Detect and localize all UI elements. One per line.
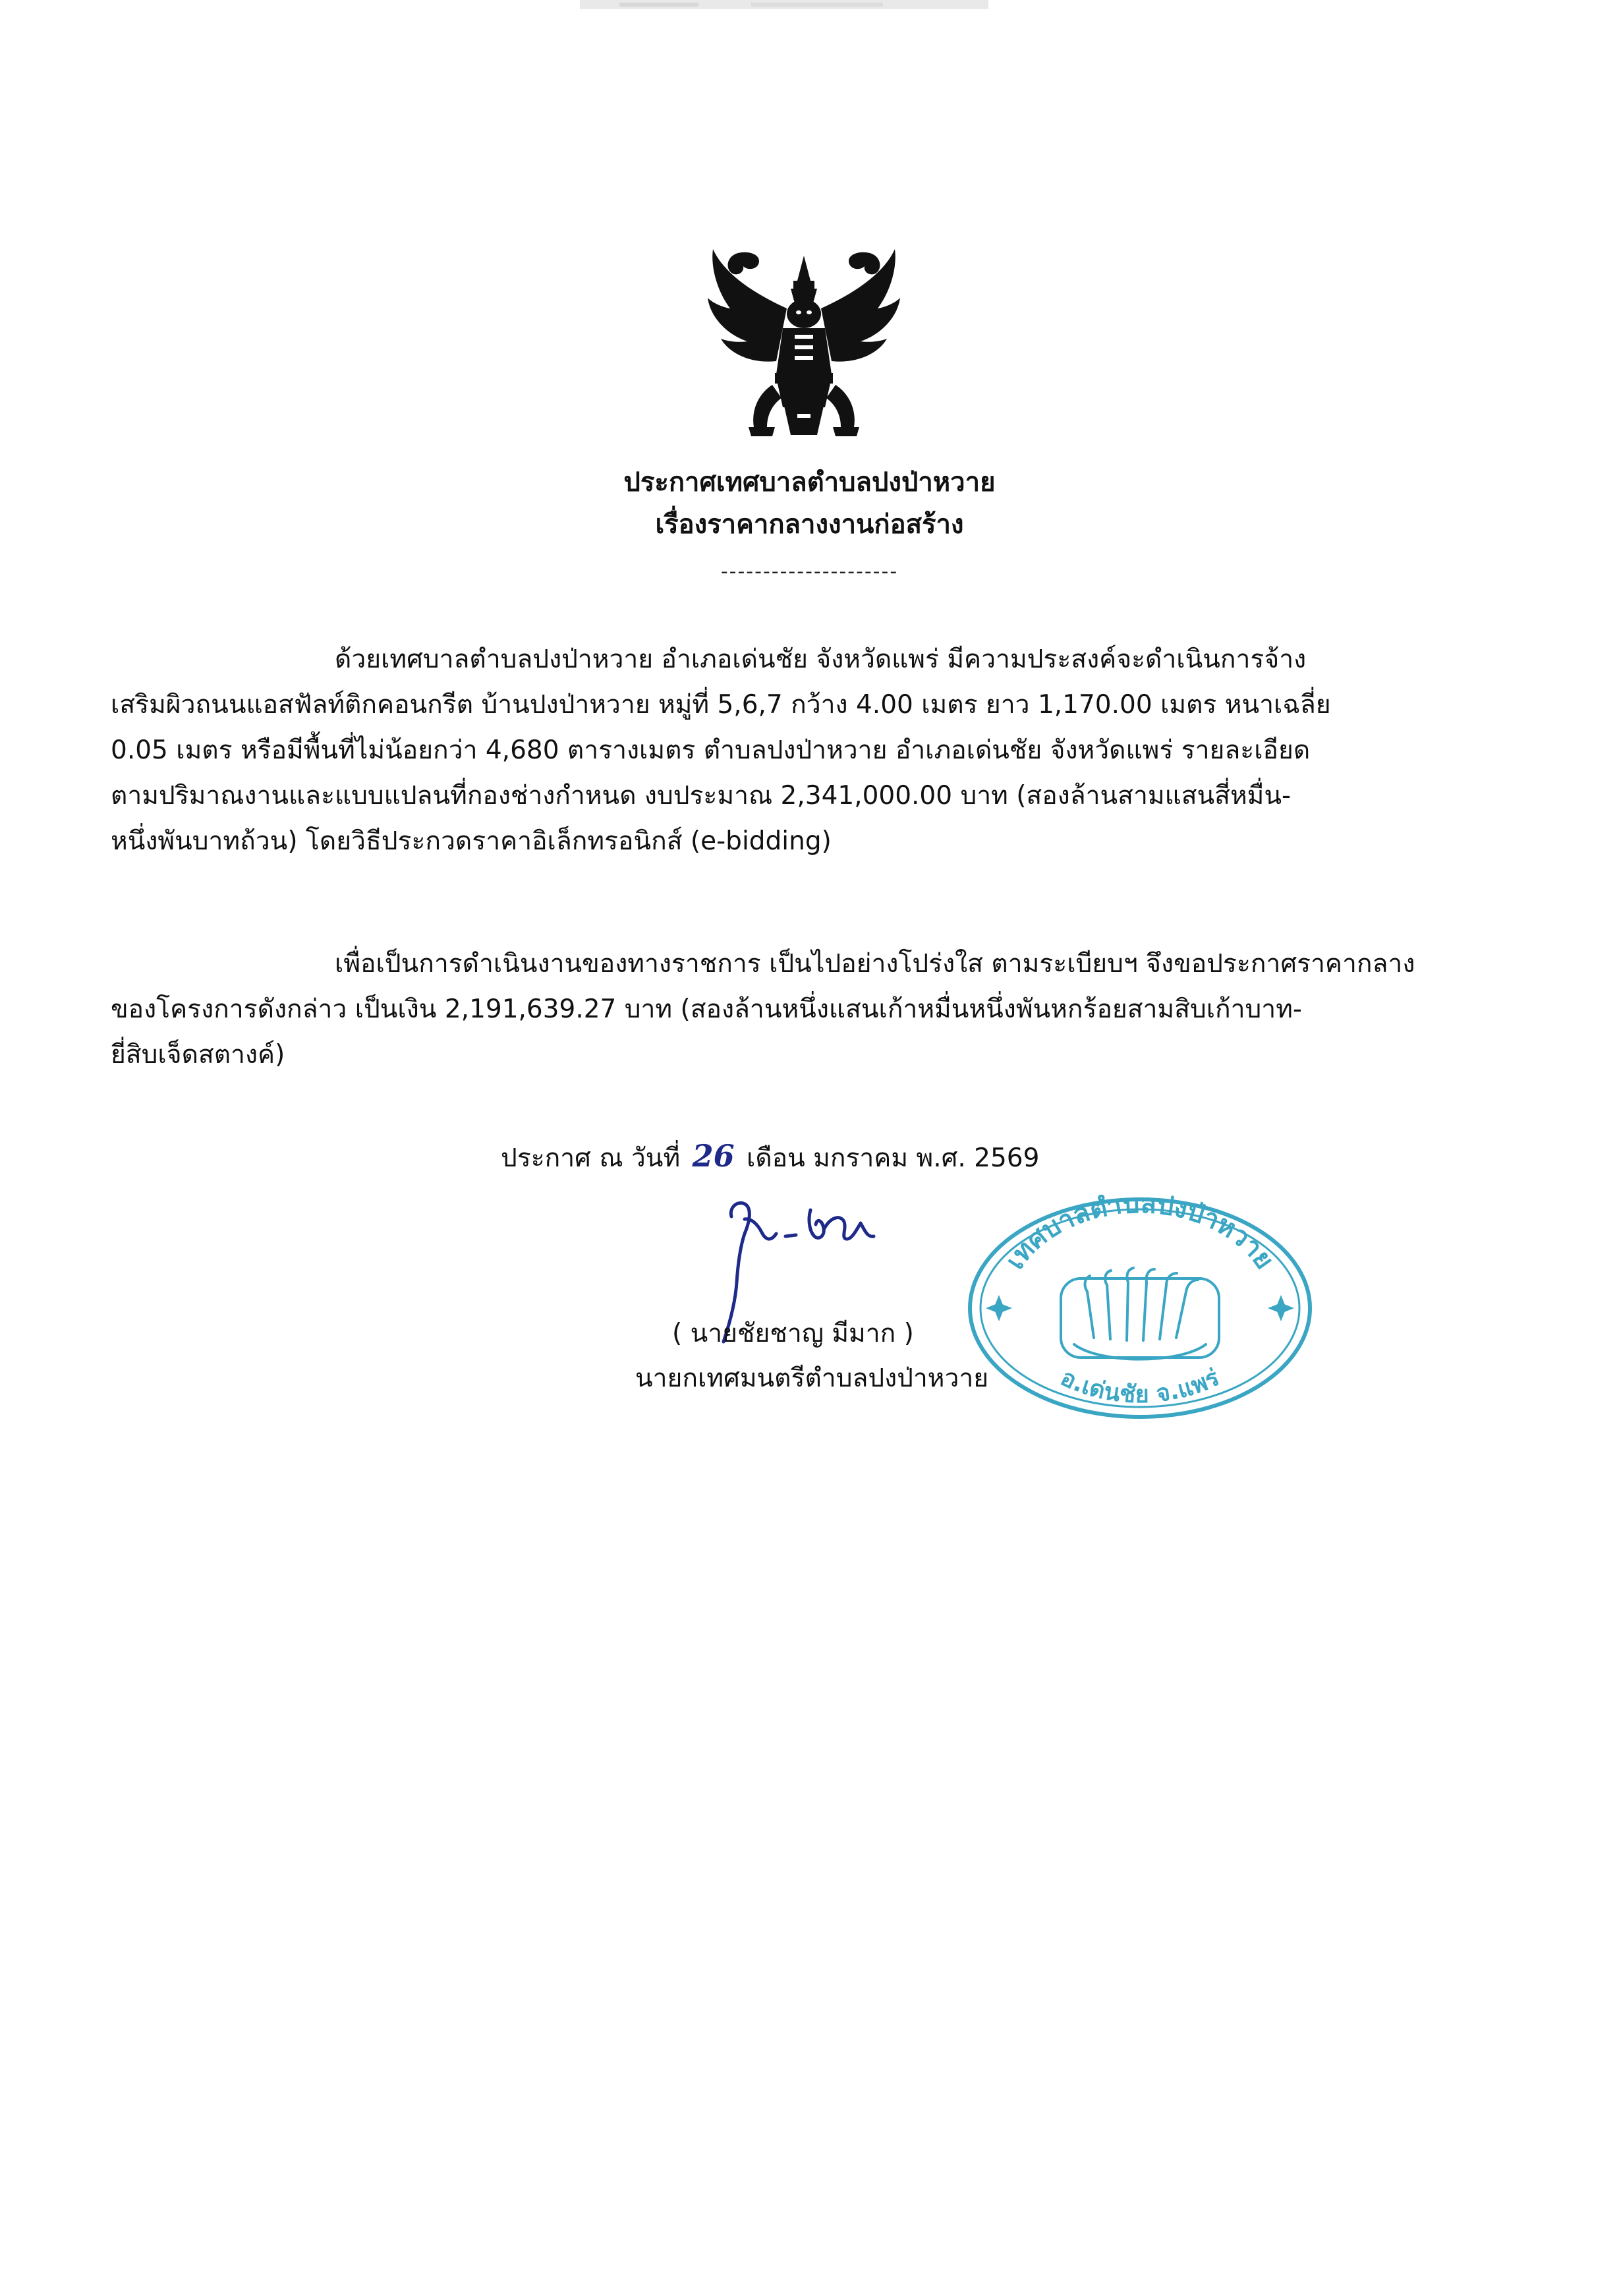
svg-text:เทศบาลตำบลปงป่าหวาย bbox=[1000, 1189, 1280, 1275]
svg-text:อ.เด่นชัย จ.แพร่ bbox=[1056, 1364, 1224, 1409]
paragraph-line: หนึ่งพันบาทถ้วน) โดยวิธีประกวดราคาอิเล็กทรอนิกส์ (e-bidding) bbox=[111, 826, 832, 856]
divider: --------------------- bbox=[720, 560, 899, 583]
signatory-position: นายกเทศมนตรีตำบลปงป่าหวาย bbox=[635, 1363, 989, 1393]
body-paragraph-2 bbox=[111, 941, 1481, 1077]
date-day-handwritten: 26 bbox=[692, 1138, 735, 1174]
paragraph-line: ตามปริมาณงานและแบบแปลนที่กองช่างกำหนด งบประมาณ 2,341,000.00 บาท (สองล้านสามแสนสี่หมื่น- bbox=[111, 781, 1292, 811]
paragraph-line: ยี่สิบเจ็ดสตางค์) bbox=[111, 1040, 285, 1070]
seal-top-text: เทศบาลตำบลปงป่าหวาย bbox=[1000, 1188, 1280, 1275]
announcement-title: ประกาศเทศบาลตำบลปงป่าหวาย bbox=[623, 467, 996, 498]
signatory-name: ( นายชัยชาญ มีมาก ) bbox=[672, 1319, 914, 1348]
paragraph-line: ด้วยเทศบาลตำบลปงป่าหวาย อำเภอเด่นชัย จังหวัดแพร่ มีความประสงค์จะดำเนินการจ้าง bbox=[335, 645, 1307, 674]
official-seal-stamp bbox=[962, 1186, 1318, 1423]
body-paragraph-1 bbox=[111, 637, 1481, 864]
scan-artifact bbox=[580, 0, 988, 20]
announcement-date bbox=[501, 1136, 1039, 1178]
paragraph-line: เพื่อเป็นการดำเนินงานของทางราชการ เป็นไปอย่างโปร่งใส ตามระเบียบฯ จึงขอประกาศราคากลาง bbox=[335, 949, 1415, 979]
paragraph-line: 0.05 เมตร หรือมีพื้นที่ไม่น้อยกว่า 4,680 ตารางเมตร ตำบลปงป่าหวาย อำเภอเด่นชัย จังหวัดแพร่ รายละเอียด bbox=[111, 735, 1311, 765]
paragraph-line: ของโครงการดังกล่าว เป็นเงิน 2,191,639.27 บาท (สองล้านหนึ่งแสนเก้าหมื่นหนึ่งพันหกร้อยสามสิบเก้าบาท- bbox=[111, 994, 1302, 1024]
announcement-subject: เรื่องราคากลางงานก่อสร้าง bbox=[655, 509, 964, 540]
seal-bottom-text: อ.เด่นชัย จ.แพร่ bbox=[1056, 1363, 1224, 1409]
date-prefix: ประกาศ ณ วันที่ bbox=[501, 1143, 681, 1173]
paragraph-line: เสริมผิวถนนแอสฟัลท์ติกคอนกรีต บ้านปงป่าหวาย หมู่ที่ 5,6,7 กว้าง 4.00 เมตร ยาว 1,170.00 เมตร หนาเฉลี่ย bbox=[111, 690, 1331, 720]
date-suffix: เดือน มกราคม พ.ศ. 2569 bbox=[747, 1143, 1040, 1173]
garuda-emblem-icon bbox=[698, 229, 909, 447]
